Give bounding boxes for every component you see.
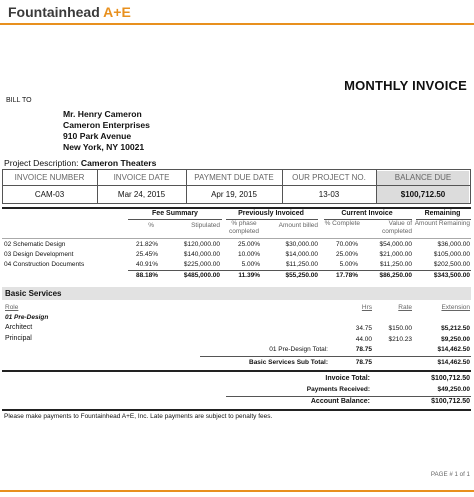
phase-name: 02 Schematic Design <box>4 241 66 248</box>
remaining-amount: $105,000.00 <box>433 251 470 258</box>
invoice-title: MONTHLY INVOICE <box>344 78 467 93</box>
invoice-total-label: Invoice Total: <box>325 375 370 382</box>
subheader-complete: % Complete <box>324 220 360 227</box>
role-extension: $5,212.50 <box>441 325 470 332</box>
group-current-invoice: Current Invoice <box>341 210 393 217</box>
col-header-payment-due: PAYMENT DUE DATE <box>194 173 274 182</box>
fee-pct: 25.45% <box>135 251 158 258</box>
project-description-label: Project Description: <box>4 158 79 168</box>
fee-stipulated: $120,000.00 <box>183 241 220 248</box>
project-name: Cameron Theaters <box>80 158 157 168</box>
account-balance-label: Account Balance: <box>310 398 370 405</box>
invoice-date: Mar 24, 2015 <box>117 190 166 199</box>
subtotal-extension: $14,462.50 <box>437 359 470 366</box>
col-header-rate: Rate <box>398 304 412 311</box>
page-number: PAGE # 1 of 1 <box>430 471 470 478</box>
cur-pct: 5.00% <box>339 261 358 268</box>
bill-to-line: 910 Park Avenue <box>63 131 132 141</box>
subtotal-hours: 78.75 <box>355 359 372 366</box>
project-description <box>4 158 156 168</box>
cur-value: $21,000.00 <box>379 251 412 258</box>
col-header-invoice-number: INVOICE NUMBER <box>14 173 85 182</box>
fee-pct: 40.91% <box>135 261 158 268</box>
payments-received-label: Payments Received: <box>306 386 370 393</box>
cur-value: $11,250.00 <box>379 261 412 268</box>
divider <box>2 409 471 411</box>
subtotal-label: Basic Services Sub Total: <box>249 359 328 366</box>
divider <box>128 219 222 220</box>
group-fee-summary: Fee Summary <box>152 210 198 217</box>
fee-pct: 21.82% <box>135 241 158 248</box>
col-header-role: Role <box>5 304 19 311</box>
col-header-balance-due: BALANCE DUE <box>394 173 452 182</box>
prev-pct: 5.00% <box>241 261 260 268</box>
divider <box>470 169 471 203</box>
role-name: Principal <box>5 335 32 342</box>
fee-stipulated: $140,000.00 <box>183 251 220 258</box>
cur-pct: 70.00% <box>335 241 358 248</box>
divider <box>2 370 471 372</box>
role-extension: $9,250.00 <box>441 336 470 343</box>
basic-services-bar <box>2 287 471 300</box>
subheader-stipulated: Stipulated <box>191 222 220 229</box>
role-rate: $150.00 <box>388 325 412 332</box>
balance-due: $100,712.50 <box>400 190 446 199</box>
role-rate: $210.23 <box>388 336 412 343</box>
basic-services-title: Basic Services <box>5 289 62 298</box>
total-cur-value: $86,250.00 <box>379 272 412 279</box>
footer-rule <box>0 490 474 492</box>
payment-due-date: Apr 19, 2015 <box>211 190 257 199</box>
remaining-amount: $36,000.00 <box>437 241 470 248</box>
phase-total-label: 01 Pre-Design Total: <box>269 346 328 353</box>
divider <box>226 396 471 397</box>
bill-to-line: Cameron Enterprises <box>63 120 150 130</box>
prev-amount: $14,000.00 <box>285 251 318 258</box>
bill-to-line: Mr. Henry Cameron <box>63 109 142 119</box>
prev-amount: $30,000.00 <box>285 241 318 248</box>
phase-total-extension: $14,462.50 <box>437 346 470 353</box>
company-logo <box>8 4 131 20</box>
divider <box>2 207 471 209</box>
payments-received: $49,250.00 <box>437 386 470 393</box>
group-previously-invoiced: Previously Invoiced <box>238 210 304 217</box>
phase-total-hours: 78.75 <box>355 346 372 353</box>
subheader-pct: % <box>148 222 154 229</box>
phase-label: 01 Pre-Design <box>5 314 49 321</box>
divider <box>2 169 471 170</box>
subheader-value-completed: Value of completed <box>382 220 412 235</box>
phase-name: 03 Design Development <box>4 251 74 258</box>
col-header-extension: Extension <box>441 304 470 311</box>
col-header-project-no: OUR PROJECT NO. <box>292 173 366 182</box>
subheader-amount-remaining: Amount Remaining <box>414 220 470 227</box>
brand-name: Fountainhead <box>8 4 100 20</box>
prev-amount: $11,250.00 <box>285 261 318 268</box>
role-hours: 44.00 <box>355 336 372 343</box>
prev-pct: 25.00% <box>237 241 260 248</box>
account-balance: $100,712.50 <box>431 398 470 405</box>
divider <box>200 356 471 357</box>
subheader-amount-billed: Amount billed <box>278 222 318 229</box>
cur-value: $54,000.00 <box>379 241 412 248</box>
divider <box>2 203 471 204</box>
total-fee-pct: 88.18% <box>135 272 158 279</box>
role-hours: 34.75 <box>355 325 372 332</box>
remaining-amount: $202,500.00 <box>433 261 470 268</box>
group-remaining: Remaining <box>424 210 461 217</box>
col-header-hrs: Hrs <box>361 304 372 311</box>
phase-name: 04 Construction Documents <box>4 261 85 268</box>
cur-pct: 25.00% <box>335 251 358 258</box>
bill-to-label: BILL TO <box>6 97 32 104</box>
payment-note: Please make payments to Fountainhead A+E, Inc. Late payments are subject to penalty fees. <box>4 413 273 420</box>
role-name: Architect <box>5 324 33 331</box>
prev-pct: 10.00% <box>237 251 260 258</box>
divider <box>2 185 471 186</box>
project-number: 13-03 <box>318 190 340 199</box>
bill-to-line: New York, NY 10021 <box>63 142 145 152</box>
total-stipulated: $485,000.00 <box>183 272 220 279</box>
subheader-phase-completed: % phase completed <box>229 220 259 235</box>
total-prev-amount: $55,250.00 <box>285 272 318 279</box>
divider <box>2 238 471 239</box>
total-cur-pct: 17.78% <box>335 272 358 279</box>
total-prev-pct: 11.39% <box>238 272 260 279</box>
fee-stipulated: $225,000.00 <box>183 261 220 268</box>
invoice-total: $100,712.50 <box>431 375 470 382</box>
header-rule <box>0 23 474 25</box>
divider <box>128 270 471 271</box>
brand-accent: A+E <box>103 4 131 20</box>
col-header-invoice-date: INVOICE DATE <box>113 173 170 182</box>
invoice-number: CAM-03 <box>34 190 65 199</box>
total-remaining: $343,500.00 <box>433 272 470 279</box>
